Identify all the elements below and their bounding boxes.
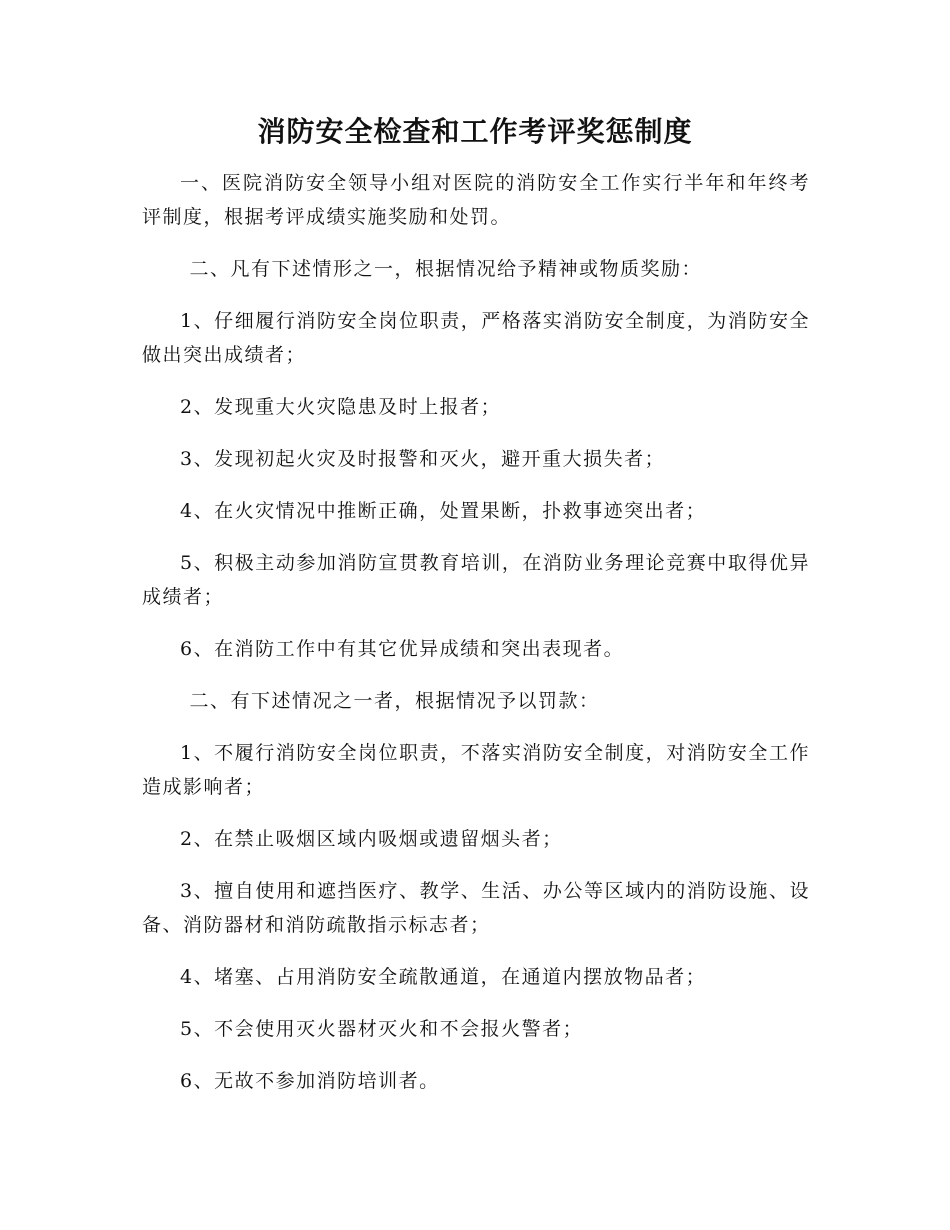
paragraph-7: 5、积极主动参加消防宣贯教育培训，在消防业务理论竞赛中取得优异成绩者；	[142, 552, 810, 608]
paragraph-12: 3、擅自使用和遮挡医疗、教学、生活、办公等区域内的消防设施、设备、消防器材和消防疏散指示标志者；	[142, 880, 810, 936]
paragraph-5: 3、发现初起火灾及时报警和灭火，避开重大损失者；	[180, 448, 666, 470]
paragraph-1: 一、医院消防安全领导小组对医院的消防安全工作实行半年和年终考评制度，根据考评成绩实施奖励和处罚。	[142, 172, 810, 228]
paragraph-14: 5、不会使用灭火器材灭火和不会报火警者；	[180, 1018, 584, 1040]
paragraph-8: 6、在消防工作中有其它优异成绩和突出表现者。	[180, 638, 625, 660]
paragraph-2: 二、凡有下述情形之一，根据情况给予精神或物质奖励：	[189, 258, 703, 280]
paragraph-13: 4、堵塞、占用消防安全疏散通道，在通道内摆放物品者；	[180, 966, 707, 988]
paragraph-3: 1、仔细履行消防安全岗位职责，严格落实消防安全制度，为消防安全做出突出成绩者；	[142, 310, 810, 366]
paragraph-10: 1、不履行消防安全岗位职责，不落实消防安全制度，对消防安全工作造成影响者；	[142, 742, 810, 798]
paragraph-9: 二、有下述情况之一者，根据情况予以罚款：	[189, 690, 600, 712]
document-body	[142, 166, 810, 1116]
paragraph-4: 2、发现重大火灾隐患及时上报者；	[180, 396, 502, 418]
paragraph-11: 2、在禁止吸烟区域内吸烟或遗留烟头者；	[180, 828, 563, 850]
paragraph-6: 4、在火灾情况中推断正确，处置果断，扑救事迹突出者；	[180, 500, 707, 522]
paragraph-15: 6、无故不参加消防培训者。	[180, 1070, 440, 1092]
document-title: 消防安全检查和工作考评奖惩制度	[257, 115, 693, 148]
